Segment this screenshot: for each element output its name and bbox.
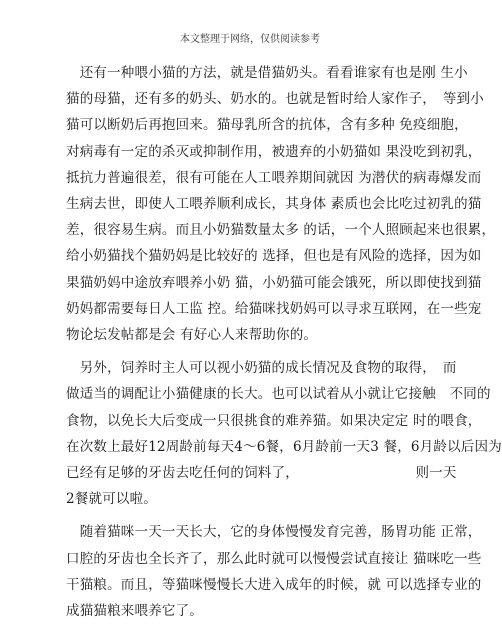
text-line: 做适当的调配让小猫健康的长大。也可以试着从小就让它接触 不同的	[66, 386, 491, 403]
text-line: 对病毒有一定的杀灭或抑制作用，被遗弃的小奶猫如 果没吃到初乳，	[66, 143, 482, 160]
document-body	[66, 60, 502, 631]
paragraph-dry-food	[66, 519, 482, 624]
text-line: 口腔的牙齿也全长齐了，那么此时就可以慢慢尝试直接让 猫咪吃一些	[66, 550, 482, 567]
text-line: 果猫奶妈中途放弃喂养小奶 猫，小奶猫可能会饿死，所以即使找到猫	[66, 274, 482, 291]
text-line: 猫的母猫，还有多的奶头、奶水的。也就是暂时给人家作子， 等到小	[66, 91, 484, 108]
text-line: 猫可以断奶后再抱回来。猫母乳所含的抗体，含有多种 免疫细胞，	[66, 117, 468, 134]
text-line: 给小奶猫找个猫奶妈是比较好的 选择，但也是有风险的选择，因为如	[66, 248, 482, 265]
text-line: 另外，饲养时主人可以视小奶猫的成长情况及食物的取得， 而	[66, 360, 457, 377]
text-line: 2餐就可以啦。	[66, 491, 157, 508]
text-line: 已经有足够的牙齿去吃任何的饲料了， 则一天	[66, 465, 457, 482]
paragraph-milk-mother	[66, 60, 496, 348]
text-line: 差，很容易生病。而且小奶猫数量太多 的话，一个人照顾起来也很累，	[66, 222, 496, 239]
paragraph-feeding-schedule	[66, 355, 502, 512]
page-header: 本文整理于网络，仅供阅读参考	[180, 34, 320, 45]
text-line: 生病去世，即使人工喂养顺利成长，其身体 素质也会比吃过初乳的猫	[66, 196, 482, 213]
text-line: 干猫粮。而且，等猫咪慢慢长大进入成年的时候，就 可以选择专业的	[66, 576, 482, 593]
text-line: 抵抗力普遍很差，很有可能在人工喂养期间就因 为潜伏的病毒爆发而	[66, 169, 482, 186]
text-line: 还有一种喂小猫的方法，就是借猫奶头。看看谁家有也是刚 生小	[66, 65, 468, 81]
text-line: 奶妈都需要每日人工监 控。给猫咪找奶妈可以寻求互联网，在一些宠	[66, 300, 482, 317]
text-line: 物论坛发帖都是会 有好心人来帮助你的。	[66, 327, 318, 344]
text-line: 成猫猫粮来喂养它了。	[66, 603, 203, 620]
text-line: 随着猫咪一天一天长大，它的身体慢慢发育完善，肠胃功能 正常，	[66, 524, 482, 541]
text-line: 在次数上最好12周龄前每天4～6餐，6月龄前一天3 餐，6月龄以后因为	[66, 438, 502, 455]
text-line: 食物，以免长大后变成一只很挑食的难养猫。如果决定定 时的喂食，	[66, 412, 482, 429]
